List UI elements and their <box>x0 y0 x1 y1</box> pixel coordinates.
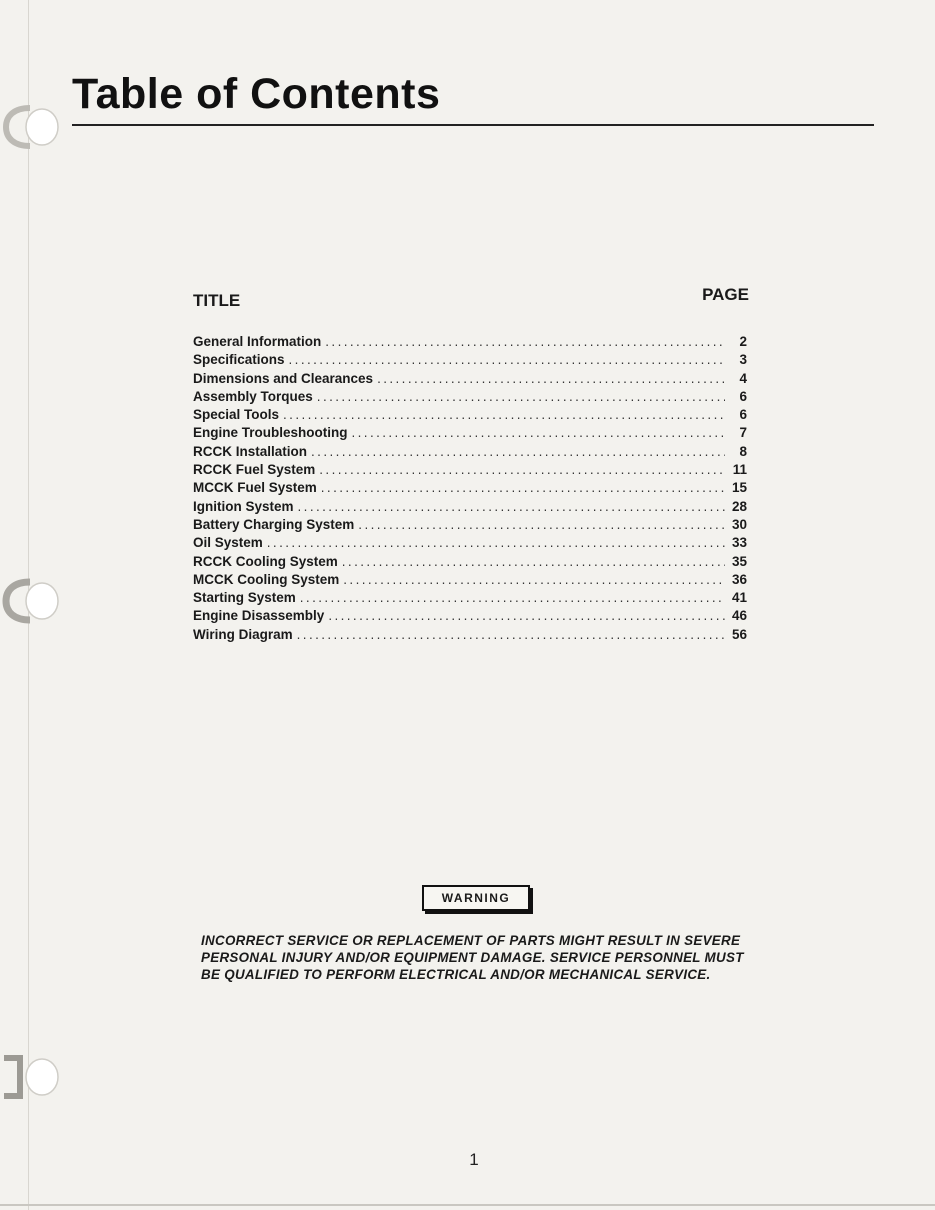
dot-leader <box>342 554 725 569</box>
warning-badge: WARNING <box>422 885 530 911</box>
toc-entry-title: Oil System <box>193 535 263 551</box>
toc-entry <box>193 444 749 462</box>
toc-entry <box>193 554 749 572</box>
toc-entry-page: 4 <box>739 370 747 386</box>
dot-leader <box>300 590 725 605</box>
dot-leader <box>377 371 725 386</box>
toc-entry-title: General Information <box>193 334 322 349</box>
toc-entry-page: 46 <box>731 608 747 624</box>
dot-leader <box>328 608 725 623</box>
toc-entry-title: RCCK Installation <box>193 443 308 459</box>
toc-entry <box>193 425 749 443</box>
toc-entry-title: Starting System <box>193 590 296 606</box>
toc-entry-title: Special Tools <box>193 407 280 423</box>
toc-list <box>193 334 749 645</box>
dot-leader <box>352 425 726 440</box>
dot-leader <box>311 444 725 459</box>
toc-entry-page: 15 <box>731 480 747 496</box>
page-title: Table of Contents <box>72 70 441 118</box>
toc-entry <box>193 590 749 608</box>
toc-entry-page: 56 <box>731 626 747 642</box>
toc-entry <box>193 499 749 517</box>
toc-entry-page: 33 <box>731 535 747 551</box>
toc-entry-page: 28 <box>731 498 747 514</box>
toc-entry-title: Engine Troubleshooting <box>193 425 348 441</box>
toc-entry-title: Ignition System <box>193 498 294 514</box>
dot-leader <box>358 517 725 532</box>
warning-text: INCORRECT SERVICE OR REPLACEMENT OF PARTS MIGHT RESULT IN SEVERE PERSONAL INJURY AND/OR EQUIPMENT DAMAGE. SERVICE PERSONNEL MUST BE QUALIFIED TO PERFORM ELECTRICAL AND/OR MECHANICAL SERVICE. <box>201 933 744 982</box>
dot-leader <box>319 462 725 477</box>
toc-entry-title: Specifications <box>193 352 285 368</box>
page-number: 1 <box>469 1150 479 1169</box>
dot-leader <box>343 572 725 587</box>
toc-entry <box>193 480 749 498</box>
dot-leader <box>317 389 725 404</box>
toc-entry <box>193 407 749 425</box>
toc-entry-page: 8 <box>739 443 747 459</box>
page-bottom-edge <box>0 1204 935 1206</box>
toc-entry <box>193 462 749 480</box>
dot-leader <box>289 352 725 367</box>
table-of-contents <box>193 283 749 645</box>
toc-entry <box>193 389 749 407</box>
toc-entry-page: 41 <box>731 590 747 606</box>
toc-entry-page: 6 <box>739 407 747 423</box>
dot-leader <box>325 334 725 349</box>
toc-entry <box>193 352 749 370</box>
toc-entry-title: Wiring Diagram <box>193 626 293 642</box>
toc-entry-page: 6 <box>739 388 747 404</box>
toc-entry <box>193 627 749 645</box>
toc-entry-page: 7 <box>739 425 747 441</box>
toc-entry-title: Engine Disassembly <box>193 608 325 624</box>
toc-entry <box>193 572 749 590</box>
toc-entry-page: 11 <box>732 462 747 478</box>
dot-leader <box>297 627 725 642</box>
toc-entry-page: 36 <box>731 571 747 587</box>
toc-entry <box>193 535 749 553</box>
dot-leader <box>321 480 725 495</box>
toc-entry <box>193 334 749 352</box>
column-header-title: TITLE <box>193 291 241 310</box>
toc-entry-title: MCCK Cooling System <box>193 571 340 587</box>
toc-entry-title: MCCK Fuel System <box>193 480 317 496</box>
toc-header <box>193 283 749 309</box>
toc-entry <box>193 371 749 389</box>
toc-entry-title: Assembly Torques <box>193 388 313 404</box>
toc-entry-page: 2 <box>739 334 747 349</box>
binder-hole-icon <box>0 104 62 150</box>
binder-hole-icon <box>0 578 62 624</box>
toc-entry-title: RCCK Cooling System <box>193 553 338 569</box>
toc-entry-page: 3 <box>739 352 747 368</box>
binder-hole-icon <box>0 1054 62 1100</box>
toc-entry-title: Battery Charging System <box>193 516 355 532</box>
toc-entry-page: 30 <box>731 516 747 532</box>
dot-leader <box>283 407 725 422</box>
toc-entry-title: Dimensions and Clearances <box>193 370 374 386</box>
toc-entry <box>193 608 749 626</box>
dot-leader <box>298 499 725 514</box>
column-header-page: PAGE <box>702 285 749 304</box>
toc-entry <box>193 517 749 535</box>
toc-entry-title: RCCK Fuel System <box>193 462 316 478</box>
title-rule <box>72 124 874 126</box>
dot-leader <box>267 535 725 550</box>
toc-entry-page: 35 <box>731 553 747 569</box>
